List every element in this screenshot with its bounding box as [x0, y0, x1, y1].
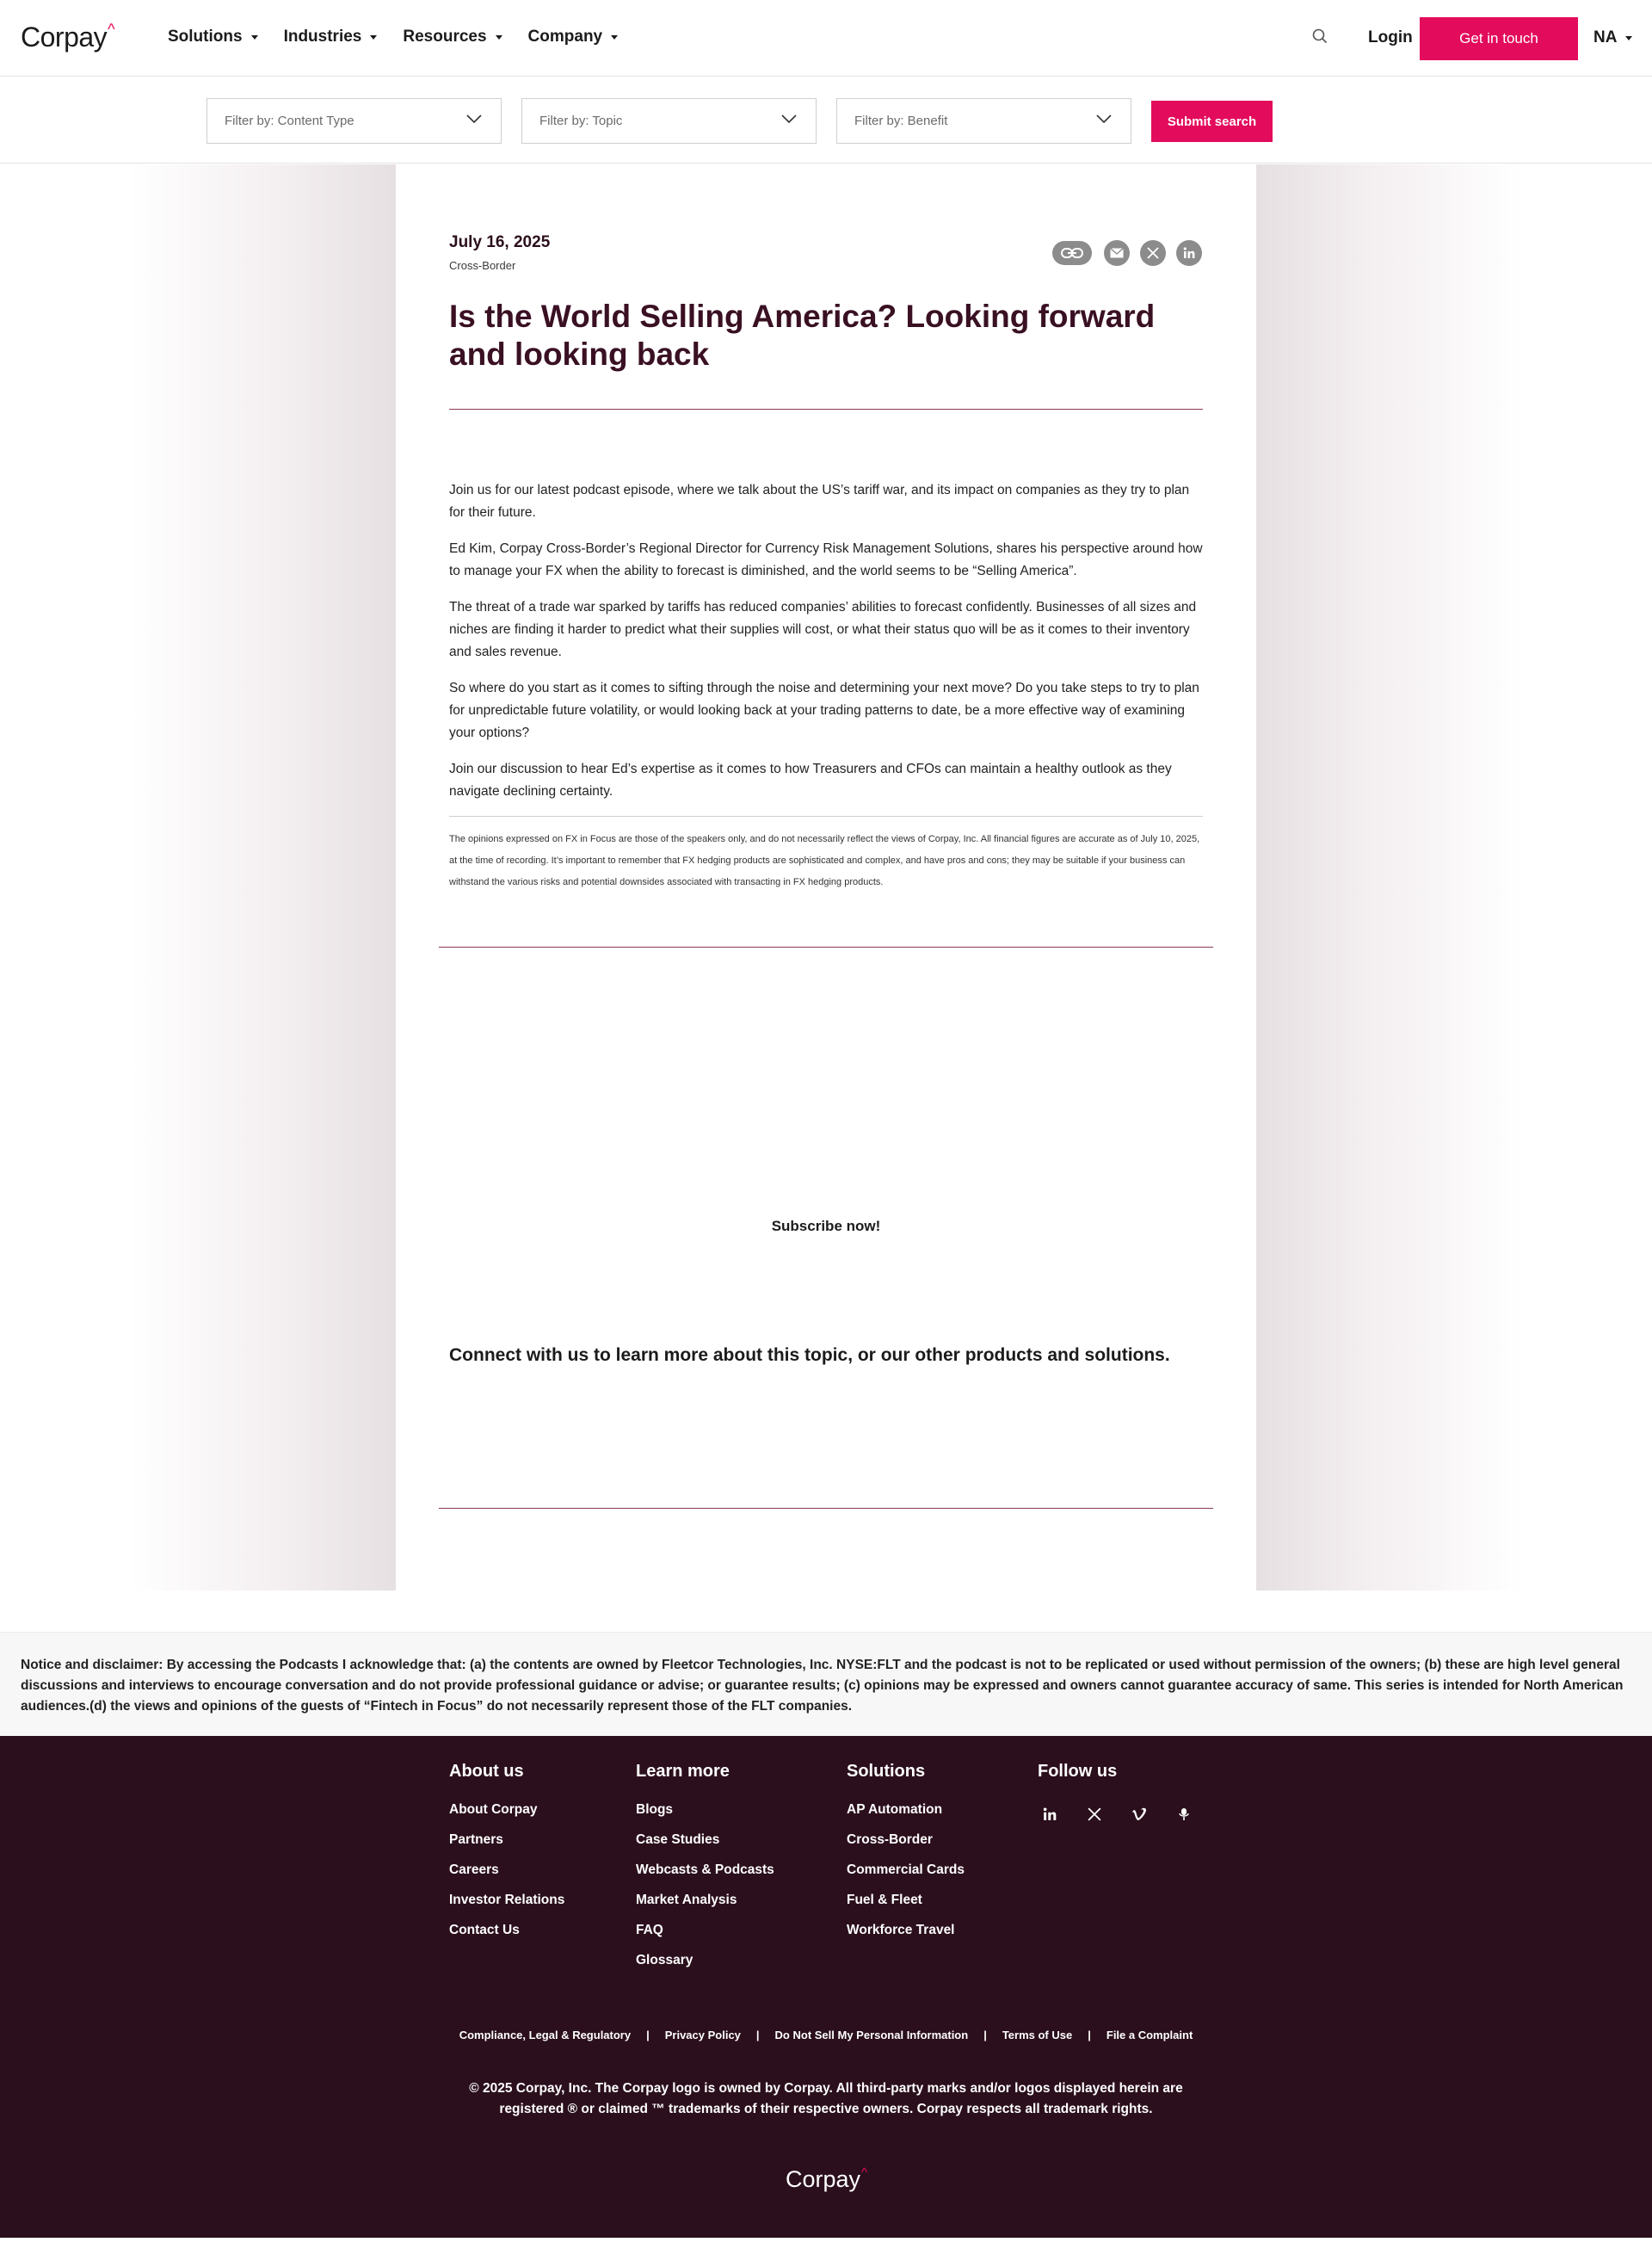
legal-link-complaint[interactable]: File a Complaint: [1106, 2029, 1193, 2041]
article-paragraph: Ed Kim, Corpay Cross-Border’s Regional Director for Currency Risk Management Solutions, shares his perspective around how to manage your FX when the ability to forecast is diminished, and the world seems to be “Selling America”.: [449, 541, 1203, 578]
site-header: [0, 0, 1652, 77]
article-paragraph: So where do you start as it comes to sifting through the noise and determining your next move? Do you take steps to try to plan for unpredictable future volatility, or would looking back at your trading patterns to date, be a more effective way of examining your options?: [449, 681, 1199, 740]
region-selector[interactable]: [1593, 28, 1632, 47]
logo-caret: ^: [108, 21, 115, 38]
logo-text: Corpay: [21, 22, 108, 52]
legal-separator: |: [983, 2029, 987, 2041]
footer-link-partners[interactable]: Partners: [449, 1832, 503, 1847]
chevron-down-icon: [1096, 114, 1112, 124]
share-bar: [1052, 240, 1212, 266]
legal-separator: |: [755, 2029, 760, 2041]
legal-link-do-not-sell[interactable]: Do Not Sell My Personal Information: [774, 2029, 969, 2041]
linkedin-icon[interactable]: [1038, 1802, 1062, 1826]
footer-link-blogs[interactable]: Blogs: [636, 1802, 674, 1817]
filter-label: Filter by: Topic: [539, 114, 623, 128]
caret-down-icon: [496, 35, 502, 40]
x-share-icon[interactable]: [1140, 240, 1166, 266]
footer-logo-text: Corpay: [785, 2166, 860, 2192]
footer-corpay-logo[interactable]: [0, 2166, 1652, 2193]
nav-label: Solutions: [168, 28, 243, 46]
legal-link-compliance[interactable]: Compliance, Legal & Regulatory: [459, 2029, 632, 2041]
footer-link-workforce-travel[interactable]: Workforce Travel: [847, 1923, 955, 1937]
notice-text: Notice and disclaimer: By accessing the Podcasts I acknowledge that: (a) the contents are owned by Fleetcor Technologies, Inc. NYSE:FLT and the podcast is not to be replicated or used without permission of the owners; (b) these are high level general discussions and interviews to encourage conversation and do not provide professional guidance or advise; or guarantee results; (c) opinions may be expressed and owners cannot guarantee accuracy of same. This series is intended for North American audiences.(d) the views and opinions of the guests of “Fintech in Focus” do not necessarily represent those of the FLT companies.: [21, 1658, 1624, 1714]
footer-link-contact-us[interactable]: Contact Us: [449, 1923, 520, 1937]
footer-link-about-corpay[interactable]: About Corpay: [449, 1802, 538, 1817]
legal-separator: |: [646, 2029, 650, 2041]
article-content: [396, 164, 1256, 1590]
article-category: Cross-Border: [449, 259, 516, 272]
notice-disclaimer: [0, 1632, 1652, 1736]
topic-filter[interactable]: [521, 98, 817, 144]
nav-solutions[interactable]: [168, 28, 258, 46]
nav-resources[interactable]: [403, 28, 502, 46]
left-gradient: [0, 164, 396, 1590]
caret-down-icon: [1625, 36, 1632, 40]
footer-link-careers[interactable]: Careers: [449, 1862, 499, 1877]
article-date: July 16, 2025: [449, 233, 551, 251]
search-icon[interactable]: [1312, 28, 1329, 46]
chevron-down-icon: [781, 114, 797, 124]
right-gradient: [1256, 164, 1652, 1590]
filter-bar: [0, 77, 1652, 164]
copy-link-icon[interactable]: [1052, 241, 1092, 265]
section-divider: [439, 947, 1213, 948]
article-paragraph: Join our discussion to hear Ed’s expertise as it comes to how Treasurers and CFOs can maintain a healthy outlook as they navigate declining certainty.: [449, 762, 1172, 799]
corpay-logo[interactable]: [21, 22, 114, 53]
get-in-touch-button[interactable]: Get in touch: [1420, 17, 1578, 60]
caret-down-icon: [611, 35, 618, 40]
footer-heading: Solutions: [847, 1762, 926, 1781]
x-icon[interactable]: [1082, 1802, 1106, 1826]
footer-link-webcasts-podcasts[interactable]: Webcasts & Podcasts: [636, 1862, 774, 1877]
site-footer: [0, 1736, 1652, 2238]
footer-follow: [1038, 1762, 1196, 1826]
login-link[interactable]: Login: [1368, 28, 1413, 46]
nav-label: Resources: [403, 28, 487, 46]
footer-solutions: [847, 1762, 965, 1953]
legal-links: [0, 2029, 1652, 2041]
footer-link-glossary[interactable]: Glossary: [636, 1953, 693, 1967]
article-paragraph: Join us for our latest podcast episode, where we talk about the US’s tariff war, and its impact on companies as they try to plan for their future.: [449, 483, 1190, 520]
email-icon[interactable]: [1104, 240, 1130, 266]
footer-link-commercial-cards[interactable]: Commercial Cards: [847, 1862, 965, 1877]
footer-link-cross-border[interactable]: Cross-Border: [847, 1832, 933, 1847]
social-links: [1038, 1802, 1196, 1826]
article-body: [449, 479, 1203, 817]
footer-heading: Follow us: [1038, 1762, 1118, 1781]
article-stage: [0, 164, 1652, 1590]
nav-label: Company: [527, 28, 603, 46]
footer-learn: [636, 1762, 774, 1983]
footer-link-market-analysis[interactable]: Market Analysis: [636, 1893, 737, 1907]
filter-label: Filter by: Content Type: [225, 114, 354, 128]
nav-label: Industries: [283, 28, 362, 46]
linkedin-share-icon[interactable]: [1176, 240, 1202, 266]
submit-search-button[interactable]: Submit search: [1151, 101, 1273, 142]
main-nav: [168, 28, 644, 46]
footer-logo-caret: ^: [861, 2165, 868, 2180]
subscribe-link[interactable]: Subscribe now!: [771, 1218, 881, 1234]
title-divider: [449, 409, 1203, 410]
copyright-text: © 2025 Corpay, Inc. The Corpay logo is owned by Corpay. All third-party marks and/or logos displayed herein are registered ® or claimed ™ trademarks of their respective owners. Corpay respects all trademark rights.: [469, 2081, 1183, 2116]
content-type-filter[interactable]: [206, 98, 502, 144]
footer-link-case-studies[interactable]: Case Studies: [636, 1832, 720, 1847]
chevron-down-icon: [466, 114, 482, 124]
legal-link-privacy[interactable]: Privacy Policy: [664, 2029, 741, 2041]
disclaimer-divider: [449, 816, 1203, 817]
article-paragraph: The threat of a trade war sparked by tariffs has reduced companies’ abilities to forecast confidently. Businesses of all sizes and niches are finding it harder to predict what their supplies will cost, or what their status quo will be as it comes to their inventory and sales revenue.: [449, 600, 1197, 659]
footer-heading: About us: [449, 1762, 524, 1781]
caret-down-icon: [370, 35, 377, 40]
section-divider: [439, 1508, 1213, 1509]
caret-down-icon: [251, 35, 258, 40]
footer-heading: Learn more: [636, 1762, 730, 1781]
footer-link-faq[interactable]: FAQ: [636, 1923, 663, 1937]
footer-link-investor-relations[interactable]: Investor Relations: [449, 1893, 565, 1907]
article-title: Is the World Selling America? Looking forward and looking back: [449, 299, 1156, 372]
legal-separator: |: [1088, 2029, 1091, 2041]
connect-heading: Connect with us to learn more about this topic, or our other products and solutions.: [449, 1345, 1170, 1365]
footer-link-fuel-fleet[interactable]: Fuel & Fleet: [847, 1893, 922, 1907]
benefit-filter[interactable]: [836, 98, 1131, 144]
footer-about: [449, 1762, 564, 1953]
nav-industries[interactable]: [284, 28, 378, 46]
filter-label: Filter by: Benefit: [854, 114, 948, 128]
footer-link-ap-automation[interactable]: AP Automation: [847, 1802, 943, 1817]
podcast-icon[interactable]: [1172, 1802, 1196, 1826]
region-label: NA: [1593, 28, 1618, 46]
legal-link-terms[interactable]: Terms of Use: [1002, 2029, 1073, 2041]
article-disclaimer: The opinions expressed on FX in Focus are those of the speakers only, and do not necessarily reflect the views of Corpay, Inc. All financial figures are accurate as of July 10, 2025, at the time of recording. It’s important to remember that FX hedging products are sophisticated and complex, and have pros and cons; they may be suitable if your business can withstand the various risks and potential downsides associated with transacting in FX hedging products.: [449, 834, 1200, 887]
vimeo-icon[interactable]: [1127, 1802, 1151, 1826]
nav-company[interactable]: [528, 28, 619, 46]
